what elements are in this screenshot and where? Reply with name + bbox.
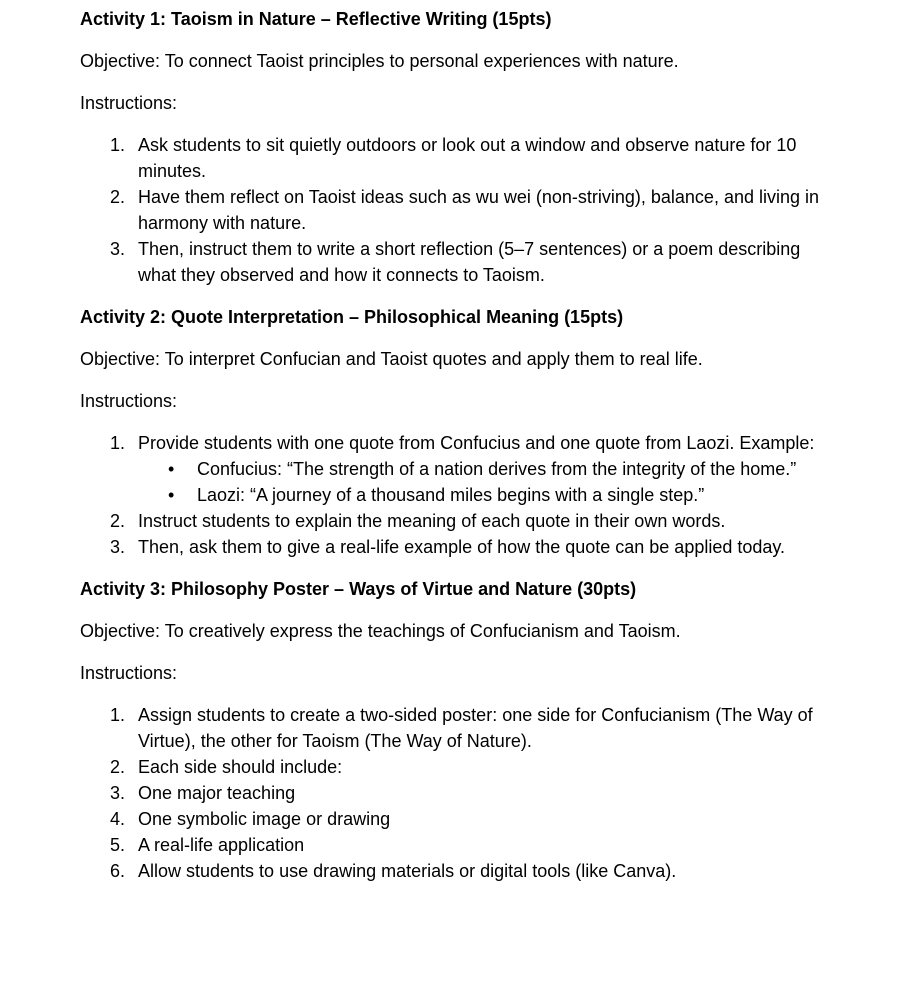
list-number: 3. <box>110 239 126 259</box>
bullet-icon: • <box>168 485 175 505</box>
list-item <box>80 858 858 884</box>
list-item <box>80 508 897 534</box>
list-item-text: Allow students to use drawing materials or digital tools (like Canva). <box>138 861 677 881</box>
list-number: 1. <box>110 135 126 155</box>
list-number: 1. <box>110 433 126 453</box>
activity-3-section <box>80 576 897 884</box>
example-quotes <box>138 456 818 508</box>
list-item <box>80 534 897 560</box>
list-item <box>80 832 858 858</box>
activity-3-steps <box>80 702 897 884</box>
list-item-text: Then, instruct them to write a short reflection (5–7 sentences) or a poem describing what they observed and how it connects to Taoism. <box>138 239 801 285</box>
list-item-text: Ask students to sit quietly outdoors or look out a window and observe nature for 10 minutes. <box>138 135 797 181</box>
list-item <box>80 430 818 508</box>
list-item <box>80 806 858 832</box>
activity-2-objective: Objective: To interpret Confucian and Taoist quotes and apply them to real life. <box>80 349 703 369</box>
activity-1-instructions-label: Instructions: <box>80 93 178 113</box>
list-item <box>80 184 858 236</box>
list-number: 6. <box>110 861 126 881</box>
list-item-text: Each side should include: <box>138 757 343 777</box>
activity-1-title: Activity 1: Taoism in Nature – Reflective Writing (15pts) <box>80 9 552 29</box>
list-number: 2. <box>110 511 126 531</box>
activity-2-steps <box>80 430 897 560</box>
list-item-text: Instruct students to explain the meaning of each quote in their own words. <box>138 511 726 531</box>
activity-3-instructions-label: Instructions: <box>80 663 178 683</box>
activity-1-section <box>80 6 897 288</box>
activity-3-title: Activity 3: Philosophy Poster – Ways of Virtue and Nature (30pts) <box>80 579 637 599</box>
activity-1-steps <box>80 132 897 288</box>
activity-3-objective: Objective: To creatively express the teachings of Confucianism and Taoism. <box>80 621 681 641</box>
list-item-text: Then, ask them to give a real-life example of how the quote can be applied today. <box>138 537 786 557</box>
quote-text: Laozi: “A journey of a thousand miles begins with a single step.” <box>197 485 705 505</box>
activity-2-title: Activity 2: Quote Interpretation – Philosophical Meaning (15pts) <box>80 307 624 327</box>
list-number: 2. <box>110 757 126 777</box>
activity-2-section <box>80 304 897 560</box>
list-number: 2. <box>110 187 126 207</box>
list-item-text: Assign students to create a two-sided poster: one side for Confucianism (The Way of Virtue), the other for Taoism (The Way of Nature). <box>138 705 813 751</box>
list-item-text: Provide students with one quote from Confucius and one quote from Laozi. Example: <box>138 433 815 453</box>
list-number: 4. <box>110 809 126 829</box>
list-number: 1. <box>110 705 126 725</box>
list-item-text: One major teaching <box>138 783 296 803</box>
list-number: 3. <box>110 783 126 803</box>
bullet-icon: • <box>168 459 175 479</box>
list-item <box>80 132 858 184</box>
list-item <box>80 236 818 288</box>
quote-text: Confucius: “The strength of a nation derives from the integrity of the home.” <box>197 459 797 479</box>
activity-1-objective: Objective: To connect Taoist principles to personal experiences with nature. <box>80 51 679 71</box>
list-number: 5. <box>110 835 126 855</box>
list-item <box>80 702 858 754</box>
list-item-text: A real-life application <box>138 835 305 855</box>
list-item-text: One symbolic image or drawing <box>138 809 391 829</box>
quote-item <box>138 456 817 482</box>
list-number: 3. <box>110 537 126 557</box>
list-item-text: Have them reflect on Taoist ideas such as wu wei (non-striving), balance, and living in harmony with nature. <box>138 187 820 233</box>
list-item <box>80 780 858 806</box>
activity-2-instructions-label: Instructions: <box>80 391 178 411</box>
list-item <box>80 754 858 780</box>
quote-item <box>138 482 837 508</box>
